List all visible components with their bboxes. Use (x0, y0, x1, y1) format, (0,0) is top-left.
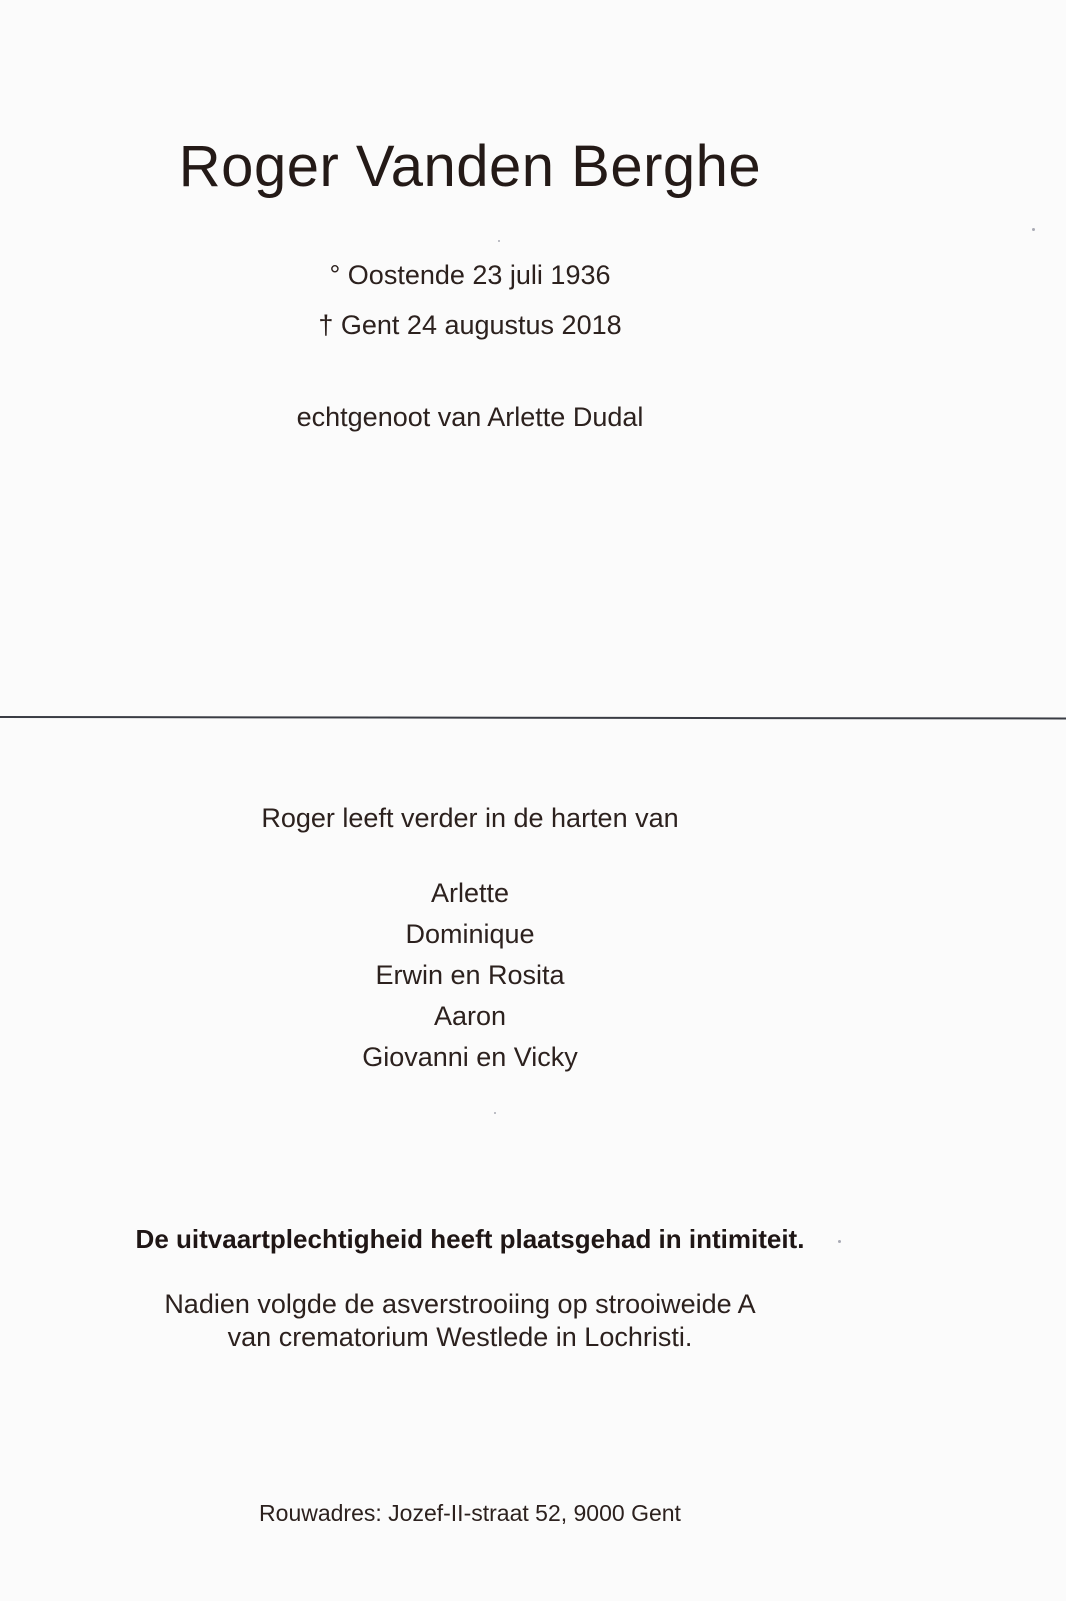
death-line: † Gent 24 augustus 2018 (318, 310, 622, 340)
birth-line: ° Oostende 23 juli 1936 (329, 260, 611, 290)
spouse-line: echtgenoot van Arlette Dudal (296, 402, 644, 432)
scan-speck (1032, 228, 1035, 231)
survivor-name: Giovanni en Vicky (362, 1042, 578, 1072)
scan-speck (838, 1240, 841, 1243)
section-divider (0, 716, 1066, 719)
scan-speck (498, 240, 500, 242)
mourning-address: Rouwadres: Jozef-II-straat 52, 9000 Gent (259, 1500, 681, 1526)
scattering-line-1: Nadien volgde de asverstrooiing op strooiweide A (164, 1289, 756, 1319)
survivor-name: Arlette (430, 878, 510, 908)
scattering-line-2: van crematorium Westlede in Lochristi. (227, 1322, 693, 1352)
scattering-statement (0, 1288, 920, 1354)
deceased-name: Roger Vanden Berghe (178, 134, 762, 199)
scan-speck (494, 1112, 496, 1114)
survivor-name: Aaron (433, 1001, 507, 1031)
ceremony-statement: De uitvaartplechtigheid heeft plaatsgehad in intimiteit. (135, 1224, 805, 1254)
survivor-name: Erwin en Rosita (375, 960, 565, 990)
survivor-name: Dominique (405, 919, 535, 949)
remembrance-intro: Roger leeft verder in de harten van (261, 803, 679, 833)
survivors-list (0, 873, 940, 1078)
